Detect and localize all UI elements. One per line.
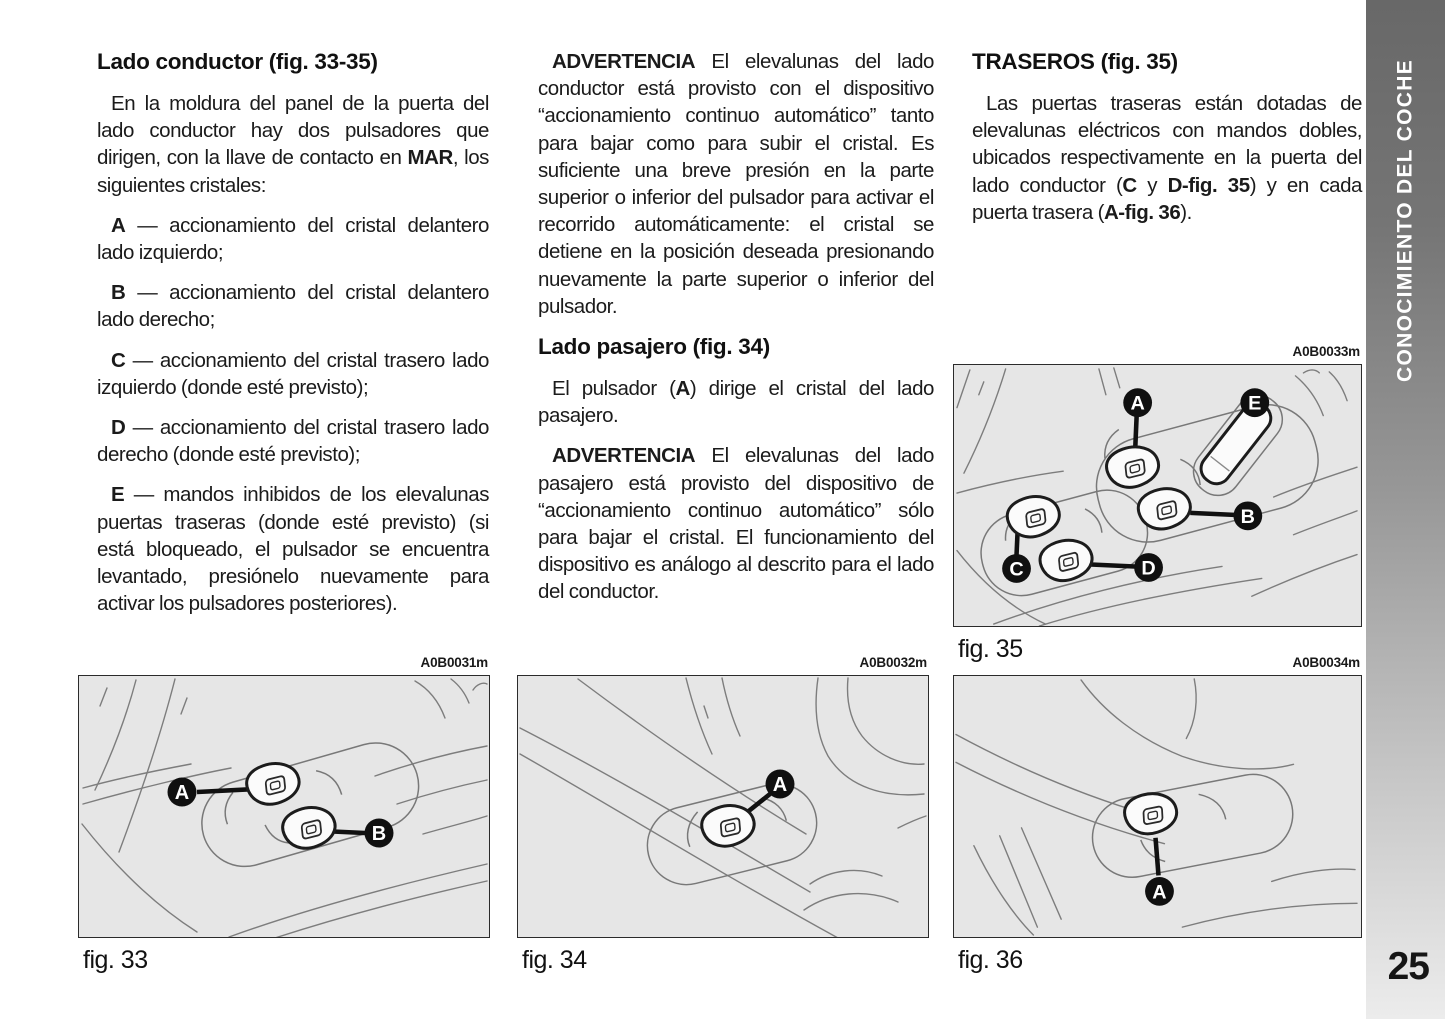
svg-text:A: A <box>174 782 190 804</box>
driver-door-switch-panel-illustration <box>954 365 1361 626</box>
heading-traseros: TRASEROS (fig. 35) <box>972 49 1178 74</box>
paragraph: D — accionamiento del cristal trasero lado derecho (donde esté previsto); <box>97 416 489 467</box>
figure-36-caption: fig. 36 <box>958 946 1023 974</box>
figure-34-code: A0B0032m <box>859 655 927 670</box>
figure-36-frame <box>953 675 1362 938</box>
callout-a-badge <box>766 770 795 799</box>
svg-text:C: C <box>1009 558 1024 581</box>
figure-36-code: A0B0034m <box>1292 655 1360 670</box>
figure-34-caption: fig. 34 <box>522 946 587 974</box>
section-sidebar <box>1366 0 1445 1019</box>
paragraph: C — accionamiento del cristal trasero lado izquierdo (donde esté previsto); <box>97 348 489 399</box>
paragraph: A — accionamiento del cristal delantero lado izquierdo; <box>97 213 489 265</box>
figure-33-block <box>78 655 490 975</box>
svg-text:E: E <box>1248 392 1262 415</box>
paragraph-advertencia: ADVERTENCIA El elevalunas del lado pasajero está provisto del dispositivo de “accionamiento continuo automático” sólo para bajar el cristal. El funcionamiento del dispositivo es análogo al descrito para el lado del conductor. <box>538 444 934 604</box>
svg-text:A: A <box>1130 392 1145 415</box>
svg-text:D: D <box>1141 557 1156 580</box>
paragraph: E — mandos inhibidos de los elevalunas puertas traseras (donde esté previsto) (si está bloqueado, el pulsador se encuentra levantado, presiónelo nuevamente para activar los pulsadores posteriores). <box>97 483 489 616</box>
callout-e-badge <box>1240 388 1269 417</box>
callout-d-badge <box>1134 553 1163 582</box>
column-passenger-side <box>538 48 934 619</box>
paragraph: El pulsador (A) dirige el cristal del lado pasajero. <box>538 377 935 428</box>
passenger-door-switch-illustration <box>518 676 928 937</box>
paragraph: En la moldura del panel de la puerta del lado conductor hay dos pulsadores que dirigen, con la llave de contacto en MAR, los siguientes cristales: <box>97 92 489 197</box>
paragraph-advertencia: ADVERTENCIA El elevalunas del lado conductor está provisto con el dispositivo “accionamiento continuo automático” tanto para bajar como para subir el cristal. Es suficiente una breve presión en la parte superior o inferior del pulsador para activar el recorrido automáticamente: el cristal se detiene en la posición deseada presionando nuevamente la parte superior o inferior del pulsador. <box>538 50 934 318</box>
paragraph: Las puertas traseras están dotadas de elevalunas eléctricos con mandos dobles, ubicados respectivamente en la puerta del lado conductor (C y D-fig. 35) y en cada puerta trasera (A-fig. 36). <box>972 92 1362 224</box>
paragraph: B — accionamiento del cristal delantero lado derecho; <box>97 281 489 332</box>
figure-36-block <box>953 655 1362 975</box>
figure-35-code: A0B0033m <box>1292 344 1360 359</box>
figure-35-caption: fig. 35 <box>958 635 1023 663</box>
figure-33-frame <box>78 675 490 938</box>
figure-35-block <box>953 344 1362 664</box>
figure-33-code: A0B0031m <box>420 655 488 670</box>
figure-34-block <box>517 655 929 975</box>
figure-35-frame <box>953 364 1362 627</box>
callout-c-badge <box>1002 554 1031 583</box>
callout-b-badge <box>1233 501 1262 530</box>
rear-door-switch-illustration <box>954 676 1361 937</box>
column-driver-side <box>97 48 489 630</box>
callout-b-badge <box>365 819 394 848</box>
callout-a-badge <box>1123 388 1152 417</box>
heading-lado-conductor: Lado conductor (fig. 33-35) <box>97 49 378 74</box>
column-rear-windows <box>972 48 1362 239</box>
section-sidebar-label: CONOCIMIENTO DEL COCHE <box>1393 58 1417 382</box>
driver-door-two-switch-illustration <box>79 676 489 937</box>
callout-a-badge <box>1145 877 1174 906</box>
figure-33-caption: fig. 33 <box>83 946 148 974</box>
svg-text:B: B <box>1240 505 1256 528</box>
svg-text:A: A <box>1152 881 1167 904</box>
heading-lado-pasajero: Lado pasajero (fig. 34) <box>538 334 770 360</box>
figure-34-frame <box>517 675 929 938</box>
svg-text:A: A <box>772 774 788 796</box>
page-number: 25 <box>1387 945 1429 988</box>
callout-a-badge <box>168 778 197 807</box>
svg-text:B: B <box>371 823 387 845</box>
